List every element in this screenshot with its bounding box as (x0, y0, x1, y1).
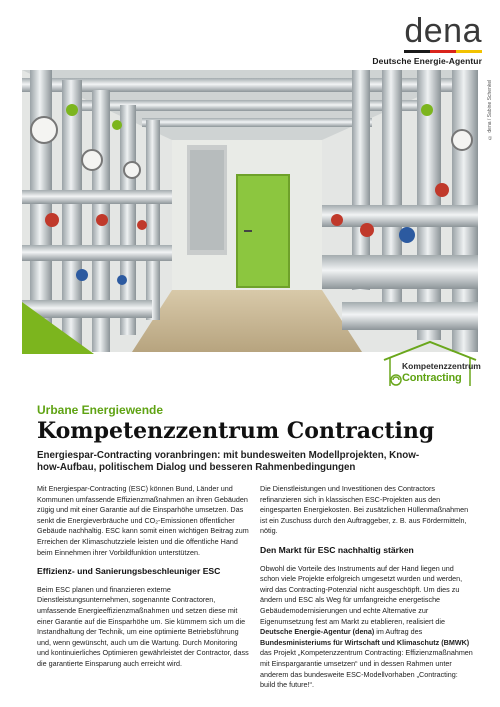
logo-subtitle: Deutsche Energie-Agentur (372, 56, 482, 66)
logo-flag-stripes (372, 50, 482, 53)
left-paragraph-1: Mit Energiespar-Contracting (ESC) können Bund, Länder und Kommunen umfassende Effizienzmaßnahmen an ihren Gebäuden zügig und mit einer Garantie auf die Einsparhöhe umsetzen. Das senkt die Energieverbräuche und CO₂-Emissionen öffentlicher Gebäude nachhaltig. ESC kann somit einen wichtigen Beitrag zum Erreichen der Klimaschutzziele leisten und die öffentliche Hand beim Einnehmen ihrer Vorbildfunktion unterstützen. (37, 484, 249, 557)
right-p2-dena: Deutsche Energie-Agentur (dena) (260, 627, 375, 637)
badge-line-2: Contracting (402, 372, 462, 384)
right-p2-bmwk: Bundesministeriums für Wirtschaft und Klimaschutz (BMWK) (260, 637, 470, 647)
kompetenzzentrum-badge (382, 340, 481, 388)
green-triangle-accent (22, 302, 94, 354)
left-heading: Effizienz- und Sanierungsbeschleuniger ESC (37, 566, 221, 577)
right-p2-text-a: Obwohl die Vorteile des Instruments auf der Hand liegen und schon viele Projekte erfolgreich umgesetzt wurden und werden, wird das Contracting-Potenzial nicht ausgeschöpft. Um dies zu ändern und ESC als Weg für umfangreiche energetische Gebäudemodernisierungen und echte Alternative zur Eigenumsetzung fest am Markt zu etablieren, realisiert die (260, 563, 463, 626)
section-kicker: Urbane Energiewende (37, 403, 164, 417)
page-title: Kompetenzzentrum Contracting (37, 418, 435, 444)
left-paragraph-2: Beim ESC planen und finanzieren externe Dienstleistungsunternehmen, sogenannte Contractoren, umfassende Energieeffizienzmaßnahmen und setzen diese mit einer Garantie auf die Einsparhöhe um. Sie kümmern sich um die Instandhaltung der Technik, um eine optimierte Betriebsführung und, wenn gewünscht, auch um die Wartung. Durch Monitoring und kontinuierliches Optimieren gewährleistet der Contractor, dass die garantierte Einsparung auch erreicht wird. (37, 584, 249, 668)
right-heading: Den Markt für ESC nachhaltig stärken (260, 544, 414, 555)
dena-logo (372, 14, 482, 66)
right-column (260, 484, 474, 699)
photo-credit: © dena / Sabine Schenkel (487, 79, 493, 140)
right-p2-text-e: das Projekt „Kompetenzzentrum Contracting: Effizienzmaßnahmen mit Einspargarantie umsetzen“ und in dessen Rahmen unter anderem das bundesweite ESC-Modellvorhaben „Contracting: build the future!“. (260, 648, 473, 690)
badge-line-1: Kompetenzzentrum (402, 361, 481, 371)
left-column (37, 484, 251, 678)
page-subtitle: Energiespar-Contracting voranbringen: mit bundesweiten Modellprojekten, Know-how-Aufbau, politischem Dialog und besseren Rahmenbedingungen (37, 450, 420, 473)
right-paragraph-1: Die Dienstleistungen und Investitionen des Contractors refinanzieren sich in klassischen ESC-Projekten aus den eingesparten Energiekosten. Bei zusätzlichen Hüllenmaßnahmen ist ein Zuschuss durch den Auftraggeber, z. B. aus Fördermitteln, nötig. (260, 484, 469, 536)
right-p2-text-c: im Auftrag des (374, 627, 423, 637)
right-paragraph-2 (260, 564, 474, 691)
logo-wordmark: dena (404, 12, 482, 50)
